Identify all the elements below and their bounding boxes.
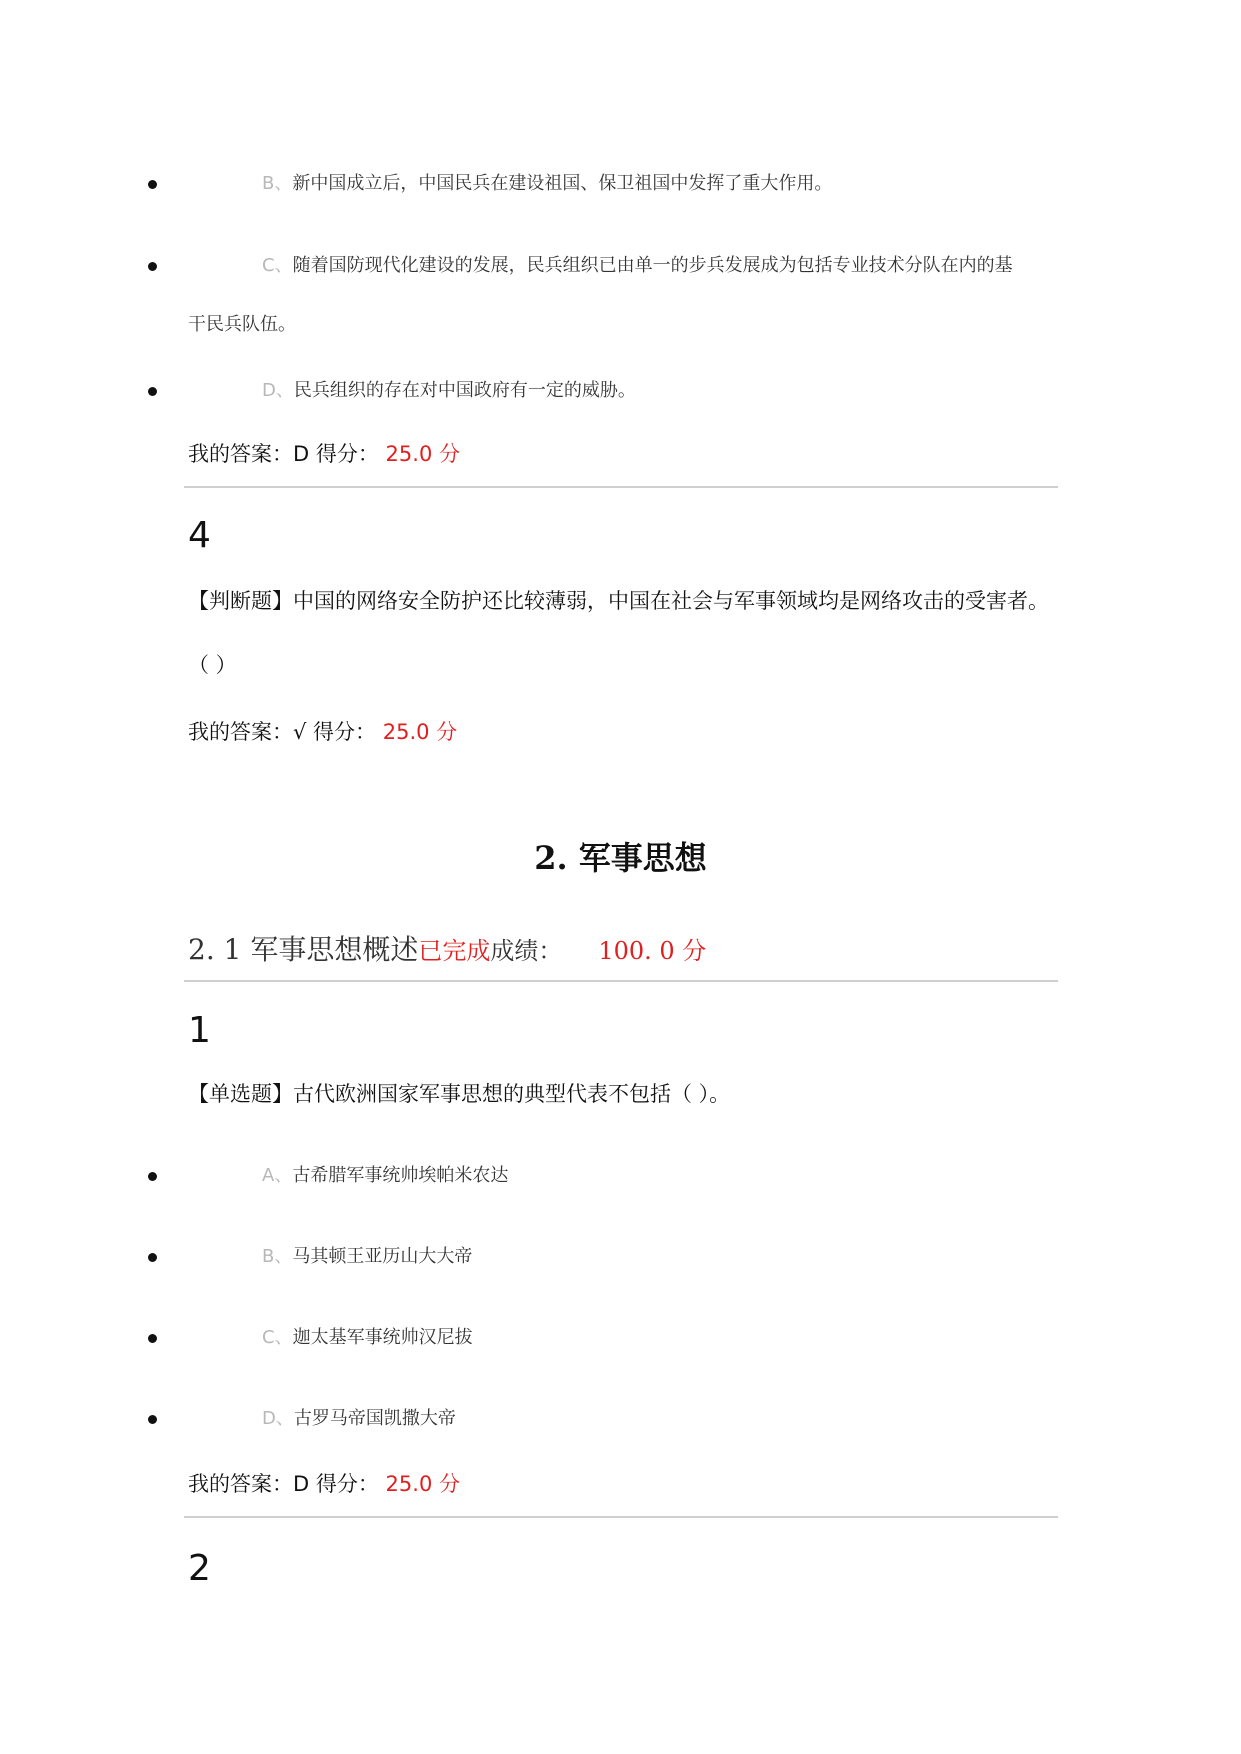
list-bullet bbox=[148, 1172, 157, 1181]
divider bbox=[184, 980, 1058, 982]
question-stem: 【单选题】古代欧洲国家军事思想的典型代表不包括（ ）。 bbox=[188, 1082, 731, 1106]
option-text: 迦太基军事统帅汉尼拔 bbox=[292, 1327, 473, 1348]
question-number: 4 bbox=[188, 515, 211, 556]
option-letter: C、 bbox=[262, 255, 293, 276]
answer-score: 25.0 分 bbox=[385, 442, 460, 466]
answer-text: 我的答案：√ 得分： bbox=[188, 720, 377, 744]
option-text: 古希腊军事统帅埃帕米农达 bbox=[292, 1165, 509, 1186]
answer-score: 25.0 分 bbox=[385, 1472, 460, 1496]
my-answer bbox=[188, 718, 457, 746]
answer-text: 我的答案：D 得分： bbox=[188, 1472, 379, 1496]
question-number: 2 bbox=[188, 1548, 211, 1589]
my-answer bbox=[188, 440, 460, 468]
option-c bbox=[262, 254, 1013, 278]
question-stem: 【判断题】中国的网络安全防护还比较薄弱，中国在社会与军事领域均是网络攻击的受害者。 bbox=[188, 589, 1049, 613]
option-text: 马其顿王亚历山大大帝 bbox=[292, 1246, 473, 1267]
option-text: 民兵组织的存在对中国政府有一定的威胁。 bbox=[293, 380, 636, 401]
option-d bbox=[262, 1407, 456, 1431]
option-letter: B、 bbox=[262, 1246, 293, 1267]
list-bullet bbox=[148, 1334, 157, 1343]
my-answer bbox=[188, 1470, 460, 1498]
option-text: 古罗马帝国凯撒大帝 bbox=[293, 1408, 456, 1429]
status-badge: 已完成 bbox=[418, 937, 491, 965]
list-bullet bbox=[148, 1253, 157, 1262]
option-letter: D、 bbox=[262, 380, 294, 401]
subsection-title: 2. 1 军事思想概述 bbox=[188, 933, 419, 966]
option-c bbox=[262, 1326, 473, 1350]
option-letter: D、 bbox=[262, 1408, 294, 1429]
option-b bbox=[262, 1245, 472, 1269]
score-value: 100. 0 分 bbox=[598, 937, 707, 965]
list-bullet bbox=[148, 1415, 157, 1424]
score-label: 成绩： bbox=[490, 937, 563, 965]
section-title: 2. 军事思想 bbox=[534, 839, 707, 877]
list-bullet bbox=[148, 180, 157, 189]
answer-text: 我的答案：D 得分： bbox=[188, 442, 379, 466]
option-text: 新中国成立后，中国民兵在建设祖国、保卫祖国中发挥了重大作用。 bbox=[292, 173, 833, 194]
option-letter: B、 bbox=[262, 173, 293, 194]
subsection-header bbox=[188, 932, 706, 969]
answer-score: 25.0 分 bbox=[382, 720, 458, 744]
option-letter: A、 bbox=[262, 1165, 293, 1186]
option-b bbox=[262, 172, 832, 196]
divider bbox=[184, 1516, 1058, 1518]
question-number: 1 bbox=[188, 1010, 211, 1051]
option-d bbox=[262, 379, 636, 403]
question-stem-continuation: （ ） bbox=[188, 653, 237, 677]
option-text-continuation: 干民兵队伍。 bbox=[188, 314, 296, 335]
list-bullet bbox=[148, 387, 157, 396]
divider bbox=[184, 486, 1058, 488]
option-a bbox=[262, 1164, 508, 1188]
option-letter: C、 bbox=[262, 1327, 293, 1348]
list-bullet bbox=[148, 262, 157, 271]
option-text: 随着国防现代化建设的发展，民兵组织已由单一的步兵发展成为包括专业技术分队在内的基 bbox=[292, 255, 1013, 276]
